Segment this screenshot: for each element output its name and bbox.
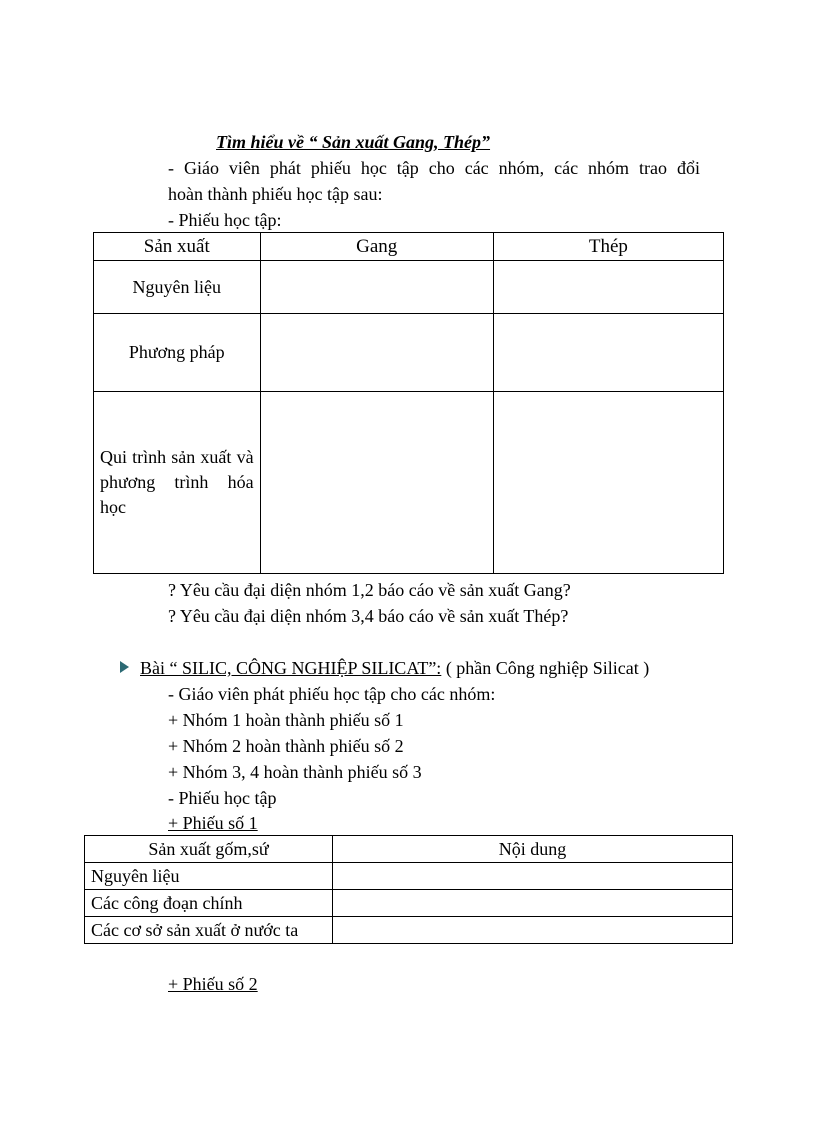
table-header-row [85,836,733,863]
row-label-materials: Nguyên liệu [85,863,333,890]
table-cell [260,261,493,314]
header-cast-iron: Gang [260,233,493,261]
row-label-materials: Nguyên liệu [94,261,261,314]
row-label-method: Phương pháp [94,314,261,392]
section-title: Tìm hiểu về “ Sản xuất Gang, Thép” [216,132,491,152]
header-content: Nội dung [333,836,733,863]
intro-text-line-1: - Giáo viên phát phiếu học tập cho các nhóm, các nhóm trao đổi [168,158,700,178]
header-production: Sản xuất [94,233,261,261]
group-assignment: + Nhóm 1 hoàn thành phiếu số 1 [168,710,404,730]
sheet-2-label: + Phiếu số 2 [168,974,258,994]
table-row [94,392,724,574]
section2-intro: - Giáo viên phát phiếu học tập cho các nhóm: [168,684,496,704]
row-label-main-stages: Các công đoạn chính [85,890,333,917]
question-2: ? Yêu cầu đại diện nhóm 3,4 báo cáo về sản xuất Thép? [168,606,569,626]
group-assignment: + Nhóm 2 hoàn thành phiếu số 2 [168,736,404,756]
sheet-1-label: + Phiếu số 1 [168,813,258,833]
worksheet-label: - Phiếu học tập: [168,210,282,230]
table-cell [260,314,493,392]
table-cell [493,261,723,314]
table-cell [333,863,733,890]
row-label-facilities: Các cơ sở sản xuất ở nước ta [85,917,333,944]
lesson-heading [140,658,649,679]
intro-text-line-2: hoàn thành phiếu học tập sau: [168,184,383,204]
ceramics-table [84,835,733,944]
question-1: ? Yêu cầu đại diện nhóm 1,2 báo cáo về sản xuất Gang? [168,580,571,600]
table-cell [493,392,723,574]
worksheet-label-2: - Phiếu học tập [168,788,277,808]
lesson-note: ( phần Công nghiệp Silicat ) [441,658,650,678]
table-cell [333,917,733,944]
table-cell [333,890,733,917]
table-header-row [94,233,724,261]
table-row [94,261,724,314]
arrow-bullet-icon [120,661,129,673]
table-row [94,314,724,392]
header-steel: Thép [493,233,723,261]
row-label-process: Qui trình sản xuất và phương trình hóa học [94,392,261,574]
lesson-title: Bài “ SILIC, CÔNG NGHIỆP SILICAT”: [140,658,442,678]
production-table [93,232,724,574]
table-row [85,890,733,917]
table-row [85,917,733,944]
table-cell [260,392,493,574]
group-assignment: + Nhóm 3, 4 hoàn thành phiếu số 3 [168,762,422,782]
table-row [85,863,733,890]
header-ceramics: Sản xuất gốm,sứ [85,836,333,863]
table-cell [493,314,723,392]
